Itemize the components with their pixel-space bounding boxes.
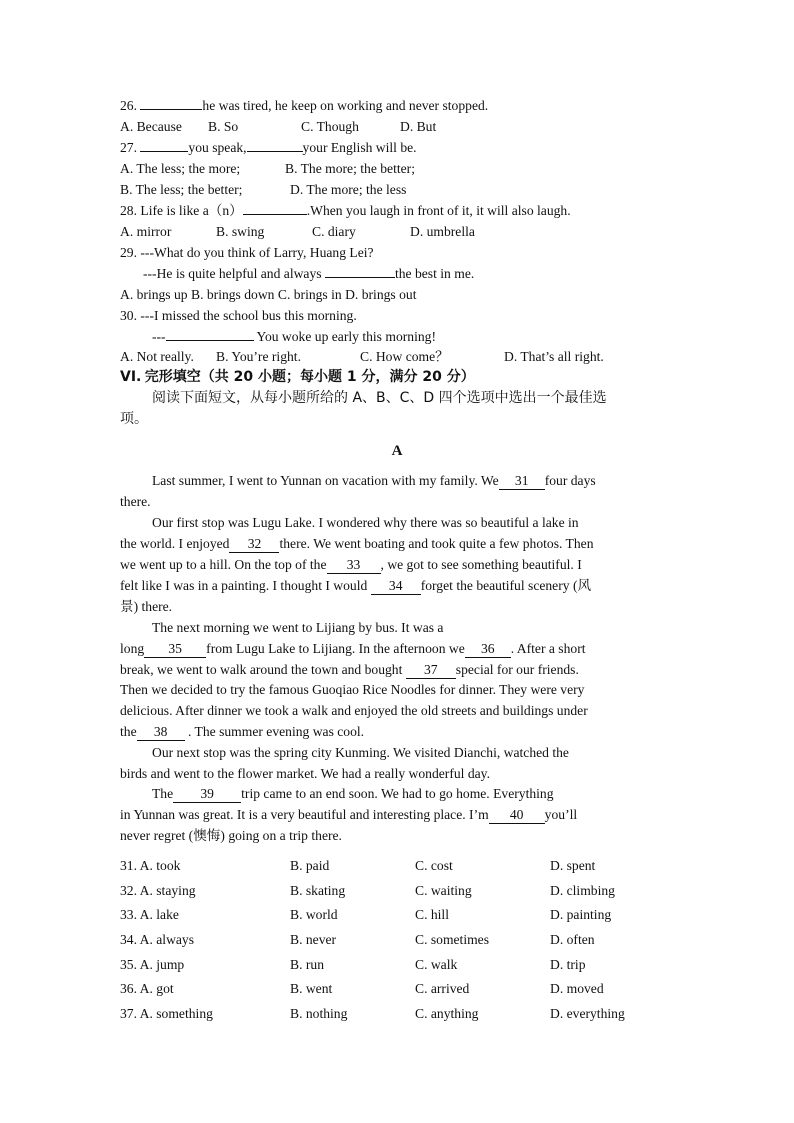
blank-40: 40	[489, 807, 545, 824]
option-c: C. walk	[415, 957, 458, 972]
passage-line: 景) there.	[120, 599, 173, 614]
question-number: 26.	[120, 98, 137, 113]
passage-line: we went up to a hill. On the top of the 33 , we got to see something beautiful. I	[120, 557, 582, 572]
question-29-options	[120, 285, 674, 305]
question-text: the best in me.	[394, 266, 475, 281]
option-b: B. brings down	[191, 287, 275, 302]
option-c: C. How come？	[360, 349, 449, 364]
blank-31: 31	[499, 473, 545, 490]
passage-line: Our next stop was the spring city Kunming. We visited Dianchi, watched the	[152, 745, 569, 760]
option-d: D. often	[550, 932, 595, 947]
answer-blank	[166, 340, 254, 341]
option-c: C. cost	[415, 858, 453, 873]
question-text: you speak,	[188, 140, 247, 155]
question-27	[120, 138, 674, 158]
option-d: D. spent	[550, 858, 596, 873]
option-d: D. That’s all right.	[504, 349, 604, 364]
section-label: VI.	[120, 369, 142, 385]
option-c: C. diary	[312, 224, 356, 239]
option-c: B. The less; the better;	[120, 182, 243, 197]
section-instruction: 阅读下面短文，从每小题所给的 A、B、C、D 四个选项中选出一个最佳选	[152, 390, 607, 406]
option-b: B. skating	[290, 883, 346, 898]
answer-blank	[140, 151, 188, 152]
blank-36: 36	[465, 641, 511, 658]
question-29	[120, 243, 674, 263]
option-c: C. anything	[415, 1006, 479, 1021]
question-text: Life is like a（n）	[140, 203, 243, 218]
option-b: B. You’re right.	[216, 349, 301, 364]
section-instruction-cont: 项。	[120, 411, 148, 427]
question-29-answer	[143, 264, 697, 284]
option-d: D. brings out	[345, 287, 417, 302]
option-a: A. brings up	[120, 287, 188, 302]
passage-line: birds and went to the flower market. We had a really wonderful day.	[120, 766, 490, 781]
question-30	[120, 306, 674, 326]
passage-line: there.	[120, 494, 151, 509]
answer-blank	[325, 277, 395, 278]
option-c: C. sometimes	[415, 932, 490, 947]
document-page: 26. he was tired, he keep on working and never stopped. A. Because B. So C. Though D. But 27. you speak, your English will be. A. The less; the more; B. The more; the better; B. The less; the better; D. The more; the less 28. Life is like a（n） .When you laugh in front of it, it will also laugh. A. mirror B. swing C. diary D. umbrella 29. ---What do you think of Larry, Huang Lei? ---He is quite helpful and always the best in me. A. brings up B. brings down C. brings in D. brings out 30. ---I missed the school bus this morning. --- You woke up early this morning! A. Not really. B. You’re right. C. How come？ D. That’s all right. VI. 完形填空（共 20 小题；每小题 1 分，满分 20 分） 阅读下面短文，从每小题所给的 A、B、C、D 四个选项中选出一个最佳选 项。 A Last summer, I went to Yunnan on vacation with my family. We 31 four days there. Our first stop was Lugu Lake. I wondered why there was so beautiful a lake in the world. I enjoyed 32 there. We went boating and took quite a few photos. Then we went up to a hill. On the top of the 33 , we got to see something beautiful. I felt like I was in a painting. I thought I would 34 forget the beautiful scenery (风 景) there. The next morning we went to Lijiang by bus. It was a long 35 from Lugu Lake to Lijiang. In the afternoon we 36 . After a short break, we went to walk around the town and bought 37 special for our friends. Then we decided to try the famous Guoqiao Rice Noodles for dinner. They were very delicious. After dinner we took a walk and enjoyed the old streets and buildings under the 38 . The summer evening was cool. Our next stop was the spring city Kunming. We visited Dianchi, watched the birds and went to the flower market. We had a really wonderful day. The 39 trip came to an end soon. We had to go home. Everything in Yunnan was great. It is a very beautiful and interesting place. I’m 40 you’ll never regret (懊悔) going on a trip there. 31. A. took B. paid C. cost D. spent 32. A. staying B. skating C. waiting D. climbing 33. A. lake B. world C. hill D. painting 34. A. always B. never C. sometimes D. often 35. A. jump B. run C. walk D. trip 36. A. got B. went C. arrived D. moved 37. A. something B. nothing C. anything D. everything	[0, 0, 794, 1123]
passage-line: the 38 . The summer evening was cool.	[120, 724, 365, 739]
option-b: B. run	[290, 957, 324, 972]
passage-line: The next morning we went to Lijiang by bus. It was a	[152, 620, 444, 635]
option-c: C. hill	[415, 907, 449, 922]
option-c: C. brings in	[277, 287, 342, 302]
option-d: D. moved	[550, 981, 604, 996]
question-number: 29.	[120, 245, 137, 260]
option-d: D. The more; the less	[290, 182, 407, 197]
question-text: your English will be.	[302, 140, 417, 155]
passage-line: The 39 trip came to an end soon. We had to go home. Everything	[152, 786, 554, 801]
option-a: A. lake	[139, 907, 179, 922]
option-d: D. But	[400, 119, 437, 134]
question-30-answer	[152, 327, 706, 347]
option-a: A. mirror	[120, 224, 172, 239]
option-b: B. went	[290, 981, 333, 996]
passage-line: Last summer, I went to Yunnan on vacation with my family. We 31 four days	[152, 473, 596, 488]
option-c: C. Though	[301, 119, 359, 134]
question-text: You woke up early this morning!	[253, 329, 436, 344]
question-26	[120, 96, 674, 116]
question-number: 28.	[120, 203, 137, 218]
option-b: B. So	[208, 119, 239, 134]
question-28	[120, 201, 674, 221]
option-d: D. trip	[550, 957, 586, 972]
passage-line: felt like I was in a painting. I thought I would 34 forget the beautiful scenery (风	[120, 578, 592, 593]
question-text: he was tired, he keep on working and never stopped.	[202, 98, 489, 113]
option-a: A. The less; the more;	[120, 161, 241, 176]
blank-33: 33	[327, 557, 381, 574]
option-b: B. swing	[216, 224, 265, 239]
passage-line: delicious. After dinner we took a walk and enjoyed the old streets and buildings under	[120, 703, 588, 718]
blank-32: 32	[229, 536, 279, 553]
option-d: D. painting	[550, 907, 612, 922]
passage-line: in Yunnan was great. It is a very beautiful and interesting place. I’m 40 you’ll	[120, 807, 578, 822]
blank-37: 37	[406, 662, 456, 679]
option-a: A. jump	[139, 957, 185, 972]
question-number: 27.	[120, 140, 137, 155]
option-d: D. climbing	[550, 883, 615, 898]
option-a: A. Not really.	[120, 349, 194, 364]
option-d: D. everything	[550, 1006, 625, 1021]
option-b: B. paid	[290, 858, 330, 873]
question-text: .When you laugh in front of it, it will also laugh.	[306, 203, 571, 218]
option-d: D. umbrella	[410, 224, 475, 239]
section-heading	[120, 367, 674, 387]
option-b: B. nothing	[290, 1006, 348, 1021]
passage-line: long 35 from Lugu Lake to Lijiang. In the afternoon we 36 . After a short	[120, 641, 586, 656]
answer-blank	[243, 214, 307, 215]
option-a: A. Because	[120, 119, 182, 134]
passage-line: Our first stop was Lugu Lake. I wondered why there was so beautiful a lake in	[152, 515, 579, 530]
option-b: B. world	[290, 907, 338, 922]
option-a: A. something	[139, 1006, 213, 1021]
option-c: C. waiting	[415, 883, 472, 898]
question-text: ---I missed the school bus this morning.	[140, 308, 357, 323]
blank-39: 39	[173, 786, 241, 803]
option-b: B. The more; the better;	[285, 161, 415, 176]
passage-line: Then we decided to try the famous Guoqiao Rice Noodles for dinner. They were very	[120, 682, 585, 697]
passage-line: never regret (懊悔) going on a trip there.	[120, 828, 342, 843]
passage-line: break, we went to walk around the town and bought 37 special for our friends.	[120, 662, 579, 677]
option-a: A. staying	[139, 883, 196, 898]
blank-38: 38	[137, 724, 185, 741]
option-a: A. always	[139, 932, 195, 947]
question-text: ---What do you think of Larry, Huang Lei?	[140, 245, 374, 260]
passage-title: A	[391, 443, 403, 459]
question-text: ---	[152, 329, 166, 344]
answer-blank	[140, 109, 202, 110]
blank-34: 34	[371, 578, 421, 595]
option-a: A. took	[139, 858, 181, 873]
passage-line: the world. I enjoyed 32 there. We went boating and took quite a few photos. Then	[120, 536, 594, 551]
question-text: ---He is quite helpful and always	[143, 266, 322, 281]
blank-35: 35	[144, 641, 206, 658]
section-title: 完形填空（共 20 小题；每小题 1 分，满分 20 分）	[144, 369, 475, 385]
answer-blank	[247, 151, 303, 152]
option-c: C. arrived	[415, 981, 470, 996]
question-number: 30.	[120, 308, 137, 323]
option-b: B. never	[290, 932, 337, 947]
option-a: A. got	[139, 981, 174, 996]
